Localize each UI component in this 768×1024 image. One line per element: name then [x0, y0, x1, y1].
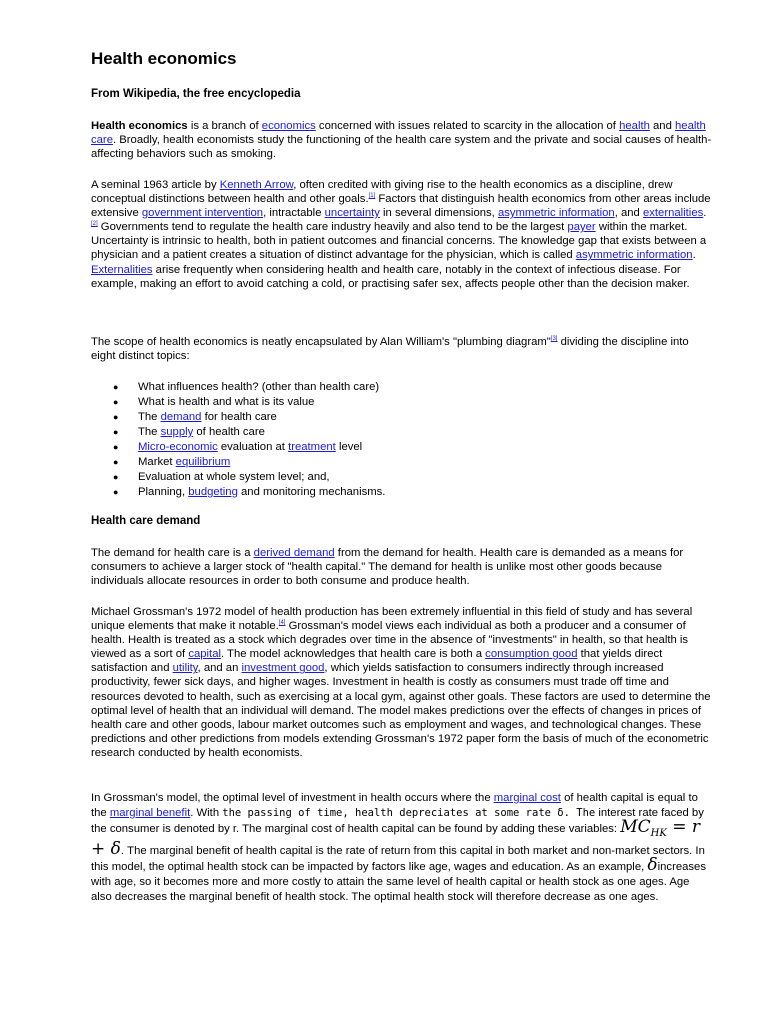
list-item: ● Micro-economic evaluation at treatment level — [113, 441, 363, 453]
arrow-paragraph: A seminal 1963 article by Kenneth Arrow, often credited with giving rise to the health economics as a discipline, drew conceptual distinctions between health and other goals.[1] Factors that distinguish health economics from other areas include extensive government intervention, intractable uncertainty in several dimensions, asymmetric information, and externalities.[2] Governments tend to regulate the health care industry heavily and also tend to be the largest payer within the market. Uncertainty is intrinsic to health, both in patient outcomes and financial concerns. The knowledge gap that exists between a physician and a patient creates a situation of distinct advantage for the physician, which is called asymmetric information. Externalities arise frequently when considering health and health care, notably in the context of infectious disease. For example, making an effort to avoid catching a cold, or practising safer sex, affects people other than the decision maker. — [91, 179, 711, 290]
link-capital[interactable]: capital — [188, 648, 221, 661]
link-demand[interactable]: demand — [160, 411, 202, 423]
link-kenneth-arrow[interactable]: Kenneth Arrow — [219, 179, 294, 191]
list-item: ● Planning, budgeting and monitoring mechanisms. — [113, 486, 386, 498]
link-externalities-2[interactable]: Externalities — [91, 263, 153, 276]
page-title: Health economics — [91, 49, 237, 68]
bullet-icon: ● — [113, 457, 119, 467]
bullet-icon: ● — [113, 442, 119, 452]
link-equilibrium[interactable]: equilibrium — [175, 456, 231, 468]
demand-paragraph: The demand for health care is a derived demand from the demand for health. Health care is demanded as a means for consumers to achieve a larger stock of "health capital." The demand for health is unlike most other goods because individuals allocate resources in order to both consume and produce health. — [91, 547, 684, 588]
list-item: ● What influences health? (other than health care) — [113, 381, 380, 393]
bullet-icon: ● — [113, 412, 119, 422]
intro-bold-term: Health economics — [91, 120, 188, 132]
bullet-icon: ● — [113, 427, 119, 437]
link-uncertainty[interactable]: uncertainty — [324, 207, 380, 220]
reference-3[interactable]: [3] — [550, 336, 558, 342]
reference-2[interactable]: [2] — [91, 221, 98, 228]
bullet-icon: ● — [113, 397, 119, 407]
bullet-icon: ● — [113, 472, 119, 482]
list-item: ● The demand for health care — [113, 411, 277, 423]
topics-list — [91, 380, 385, 500]
link-investment-good[interactable]: investment good — [241, 662, 325, 675]
link-budgeting[interactable]: budgeting — [188, 486, 238, 498]
link-payer[interactable]: payer — [567, 221, 596, 234]
list-item: ● Market equilibrium — [113, 456, 231, 468]
page-subtitle: From Wikipedia, the free encyclopedia — [91, 88, 301, 100]
link-asymmetric-information[interactable]: asymmetric information — [497, 207, 615, 220]
list-item: ● What is health and what is its value — [113, 396, 315, 408]
link-derived-demand[interactable]: derived demand — [253, 547, 335, 559]
link-externalities[interactable]: externalities — [642, 207, 704, 220]
link-utility[interactable]: utility — [172, 662, 198, 675]
link-health[interactable]: health — [619, 120, 650, 132]
section-heading-demand: Health care demand — [91, 515, 201, 527]
bullet-icon: ● — [113, 487, 119, 497]
link-health-care[interactable]: health care — [91, 120, 706, 147]
equation-marginal-cost: $MC_{HK} = r + \delta$ — [91, 817, 701, 859]
link-marginal-benefit[interactable]: marginal benefit — [109, 806, 191, 819]
delta-symbol: δ — [647, 855, 658, 876]
reference-4[interactable]: [4] — [278, 620, 286, 627]
link-treatment[interactable]: treatment — [288, 441, 336, 453]
list-item: ● Evaluation at whole system level; and, — [113, 471, 330, 483]
link-asymmetric-information-2[interactable]: asymmetric information — [575, 249, 693, 262]
scope-paragraph: The scope of health economics is neatly encapsulated by Alan William's "plumbing diagram"[3] dividing the discipline into eight distinct topics: — [91, 336, 689, 363]
grossman-paragraph: Michael Grossman's 1972 model of health production has been extremely influential in this field of study and has several unique elements that make it notable.[4] Grossman's model views each individual as both a producer and a consumer of health. Health is treated as a stock which degrades over time in the absence of "investments" in health, so that health is viewed as a sort of capital. The model acknowledges that health care is both a consumption good that yields direct satisfaction and utility, and an investment good, which yields satisfaction to consumers indirectly through increased productivity, fewer sick days, and higher wages. Investment in health is costly as consumers must trade off time and resources devoted to health, such as exercising at a local gym, against other goals. These factors are used to determine the optimal level of health that an individual will demand. The model makes predictions over the effects of changes in prices of health care and other goods, labour market outcomes such as employment and wages, and technological changes. These predictions and other predictions from models extending Grossman's 1972 paper form the basis of much of the econometric research conducted by health economists. — [91, 606, 711, 759]
list-item: ● The supply of health care — [113, 426, 265, 438]
link-consumption-good[interactable]: consumption good — [485, 648, 578, 661]
bullet-icon: ● — [113, 382, 119, 392]
link-economics[interactable]: economics — [261, 120, 316, 132]
link-supply[interactable]: supply — [160, 426, 194, 438]
intro-paragraph: Health economics is a branch of economics concerned with issues related to scarcity in the allocation of health and health care. Broadly, health economists study the functioning of the health care system and the private and social causes of health-affecting behaviors such as smoking. — [91, 120, 712, 161]
reference-1[interactable]: [1] — [368, 193, 376, 200]
link-government-intervention[interactable]: government intervention — [141, 207, 264, 220]
link-micro-economic[interactable]: Micro-economic — [138, 441, 218, 453]
link-marginal-cost[interactable]: marginal cost — [493, 792, 561, 804]
optimal-investment-paragraph: In Grossman's model, the optimal level of investment in health occurs where the marginal cost of health capital is equal to the marginal benefit. With the passing of time, health depreciates at some rate δ. The interest rate faced by the consumer is denoted by r. The marginal cost of health capital can be found by adding these variables: $MC_{HK} = r + \delta$. The marginal benefit of health capital is the rate of return from this capital in both market and non-market sectors. In this model, the optimal health stock can be impacted by factors like age, wages and education. As an example, δincreases with age, so it becomes more and more costly to attain the same level of health capital or health stock as one ages. Age also decreases the marginal benefit of health stock. The optimal health stock will therefore decrease as one ages. — [91, 792, 706, 903]
